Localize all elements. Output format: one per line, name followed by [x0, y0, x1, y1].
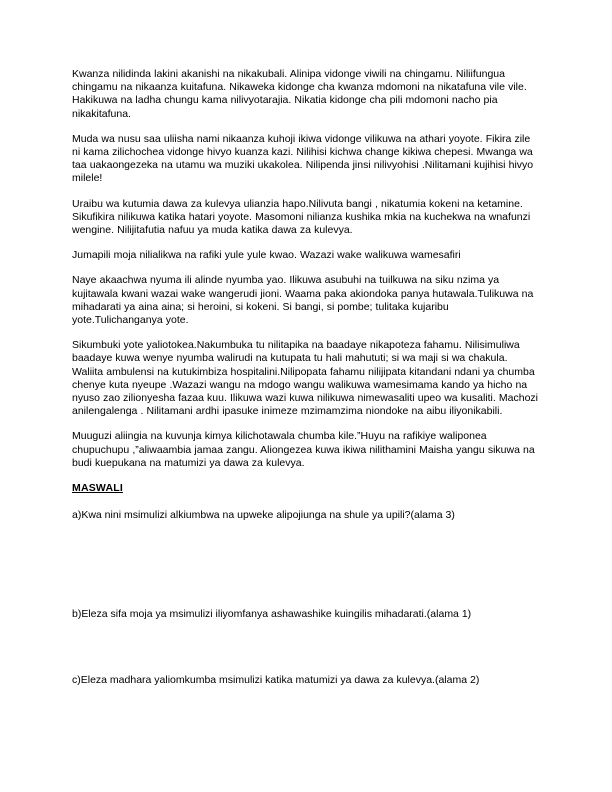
paragraph-4: Jumapili moja nilialikwa na rafiki yule yule kwao. Wazazi wake walikuwa wamesafiri: [72, 249, 461, 262]
paragraph-3: Uraibu wa kutumia dawa za kulevya ulianzia hapo.Nilivuta bangi , nikatumia kokeni na ketamine. Sikufikira nilikuwa katika hatari yoyote. Masomoni nilianza kushika mkia na kuchekwa na wnafunzi wengine. Nilijitafutia nafuu ya muda katika dawa za kulevya.: [72, 197, 531, 237]
question-b: b)Eleza sifa moja ya msimulizi iliyomfanya ashawashike kuingilis mihadarati.(alama 1): [72, 608, 472, 621]
paragraph-6: Sikumbuki yote yaliotokea.Nakumbuka tu nilitapika na baadaye nikapoteza fahamu. Nilisimuliwa baadaye kuwa wenye nyumba walirudi na kutupata tu hali mahututi; si wa maji si wa chakula. Waliita ambulensi na kutukimbiza hospitalini.Nilipopata fahamu nilijipata kitandani ndani ya chumba chenye kuta nyeupe .Wazazi wangu na mdogo wangu walikuwa wamesimama kando ya hicho na nyuso zao zilionyesha fazaa kuu. Ilikuwa wazi kuwa nilikuwa nimewasaliti upeo wa kusaliti. Machozi anilengalenga . Nilitamani ardhi ipasuke inimeze mzimamzima niondoke na aibu iliyonikabili.: [72, 339, 538, 418]
paragraph-1: Kwanza nilidinda lakini akanishi na nikakubali. Alinipa vidonge viwili na chingamu. Niliifungua chingamu na nikaanza kuitafuna. Nikaweka kidonge cha kwanza mdomoni na nikatafuna vile vile. Hakikuwa na ladha chungu kama nilivyotarajia. Nikatia kidonge cha pili mdomoni nacho pia nikakitafuna.: [72, 68, 527, 120]
question-a: a)Kwa nini msimulizi alkiumbwa na upweke alipojiunga na shule ya upili?(alama 3): [72, 509, 455, 522]
question-c: c)Eleza madhara yaliomkumba msimulizi katika matumizi ya dawa za kulevya.(alama 2): [72, 673, 480, 686]
paragraph-5: Naye akaachwa nyuma ili alinde nyumba yao. Ilikuwa asubuhi na tuilkuwa na siku nzima ya kujitawala kwani wazai wake wangerudi jioni. Waama paka akiondoka panya hutawala.Tulikuwa na mihadarati ya aina aina; si heroini, si kokeni. Si bangi, si pombe; tulitaka kujaribu yote.Tulichanganya yote.: [72, 274, 534, 327]
paragraph-7: Muuguzi aliingia na kuvunja kimya kilichotawala chumba kile.”Huyu na rafikiye waliponea chupuchupu ,”aliwaambia jamaa zangu. Aliongezea kuwa ikiwa nilithamini Maisha yangu sikuwa na budi kuepukana na matumizi ya dawa za kulevya.: [72, 430, 535, 469]
paragraph-2: Muda wa nusu saa uliisha nami nikaanza kuhoji ikiwa vidonge vilikuwa na athari yoyote. Fikira zile ni kama zilichochea vidonge hivyo kuanza kazi. Nilihisi kichwa change kikiwa chepesi. Mwanga wa taa uakaongezeka na utamu wa muziki ukakolea. Nilipenda jinsi nilivyohisi .Nilitamani kujihisi hivyo milele!: [72, 132, 534, 185]
section-heading-maswali: MASWALI: [72, 482, 123, 495]
